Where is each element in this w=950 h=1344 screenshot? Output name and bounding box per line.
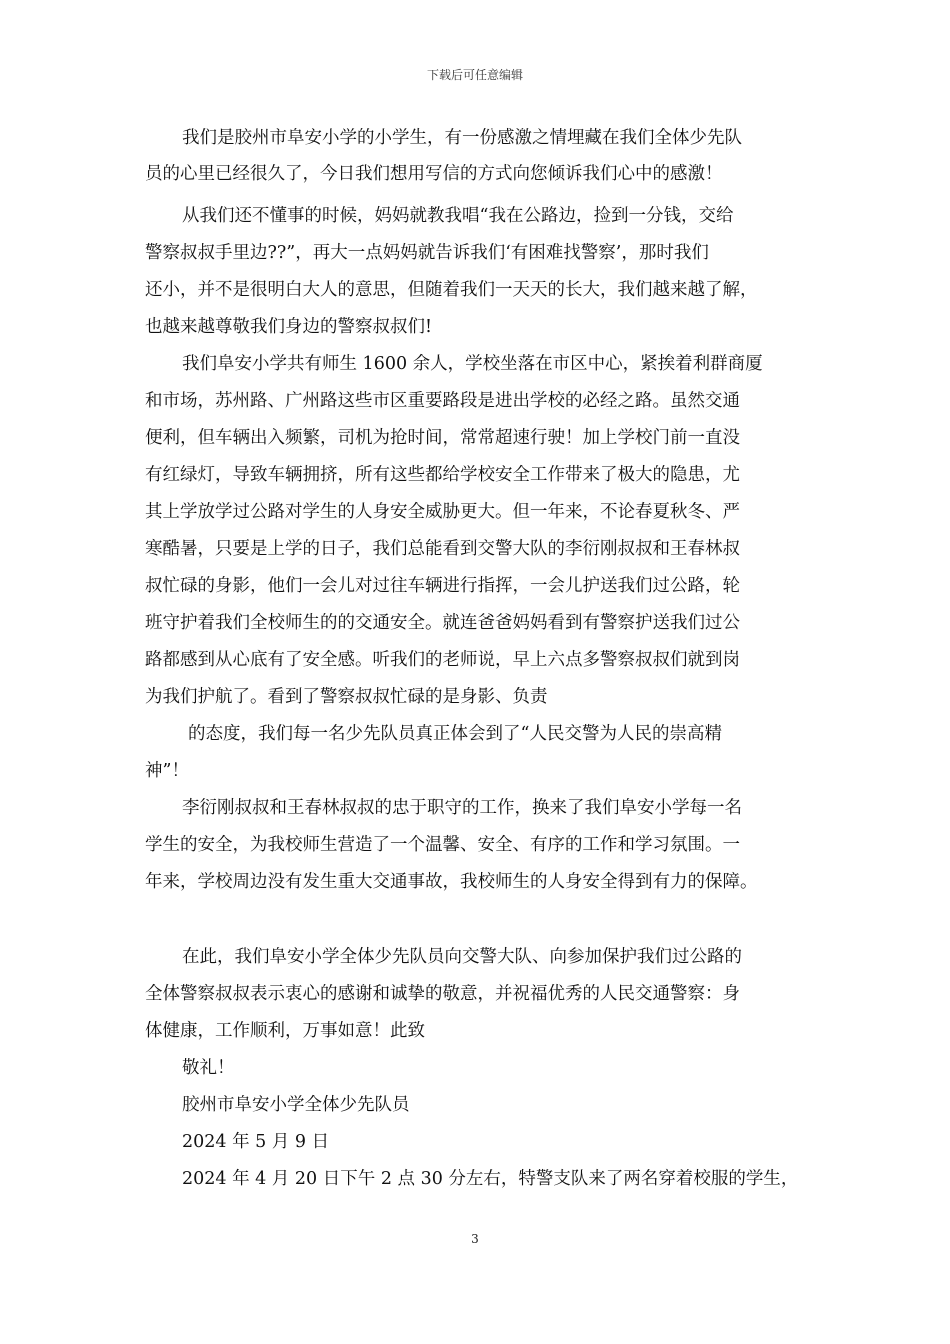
text-line: 也越来越尊敬我们身边的警察叔叔们! [145,317,433,337]
text-line: 员的心里已经很久了，今日我们想用写信的方式向您倾诉我们心中的感激！ [145,164,723,184]
text-line: 从我们还不懂事的时候，妈妈就教我唱“我在公路边，捡到一分钱，交给 [182,206,734,226]
text-line: 全体警察叔叔表示衷心的感谢和诚挚的敬意，并祝福优秀的人民交通警察：身 [145,984,740,1004]
text-line: 和市场，苏州路、广州路这些市区重要路段是进出学校的必经之路。虽然交通 [145,391,740,411]
text-line: 便利，但车辆出入频繁，司机为抢时间，常常超速行驶！加上学校门前一直没 [145,428,740,448]
salutation: 敬礼！ [182,1058,235,1078]
text-line: 我们阜安小学共有师生 1600 余人，学校坐落在市区中心，紧挨着利群商厦 [182,354,763,374]
letter-date: 2024 年 5 月 9 日 [182,1132,330,1152]
text-line: 为我们护航了。看到了警察叔叔忙碌的是身影、负责 [145,687,548,707]
text-line: 神”！ [145,761,189,781]
signature: 胶州市阜安小学全体少先队员 [182,1095,410,1115]
text-line: 叔忙碌的身影，他们一会儿对过往车辆进行指挥，一会儿护送我们过公路，轮 [145,576,740,596]
text-line: 的态度，我们每一名少先队员真正体会到了“人民交警为人民的崇高精 [188,724,722,744]
text-line: 李衍刚叔叔和王春林叔叔的忠于职守的工作，换来了我们阜安小学每一名 [182,798,742,818]
page-header: 下载后可任意编辑 [426,68,523,82]
text-line: 学生的安全，为我校师生营造了一个温馨、安全、有序的工作和学习氛围。一 [145,835,740,855]
text-line: 班守护着我们全校师生的的交通安全。就连爸爸妈妈看到有警察护送我们过公 [145,613,740,633]
text-line: 体健康，工作顺利，万事如意！此致 [145,1021,425,1041]
text-line: 警察叔叔手里边??”，再大一点妈妈就告诉我们‘有困难找警察’，那时我们 [145,243,709,263]
text-line: 年来，学校周边没有发生重大交通事故，我校师生的人身安全得到有力的保障。 [145,872,758,892]
text-line: 我们是胶州市阜安小学的小学生，有一份感激之情埋藏在我们全体少先队 [182,128,742,148]
text-line: 寒酷暑，只要是上学的日子，我们总能看到交警大队的李衍刚叔叔和王春林叔 [145,539,740,559]
text-line: 其上学放学过公路对学生的人身安全威胁更大。但一年来，不论春夏秋冬、严 [145,502,740,522]
text-line: 还小，并不是很明白大人的意思，但随着我们一天天的长大，我们越来越了解， [145,280,758,300]
text-line: 路都感到从心底有了安全感。听我们的老师说，早上六点多警察叔叔们就到岗 [145,650,740,670]
text-line: 2024 年 4 月 20 日下午 2 点 30 分左右，特警支队来了两名穿着校服的学生， [182,1169,799,1189]
text-line: 有红绿灯，导致车辆拥挤，所有这些都给学校安全工作带来了极大的隐患，尤 [145,465,740,485]
text-line: 在此，我们阜安小学全体少先队员向交警大队、向参加保护我们过公路的 [182,947,742,967]
page-number: 3 [471,1232,479,1246]
